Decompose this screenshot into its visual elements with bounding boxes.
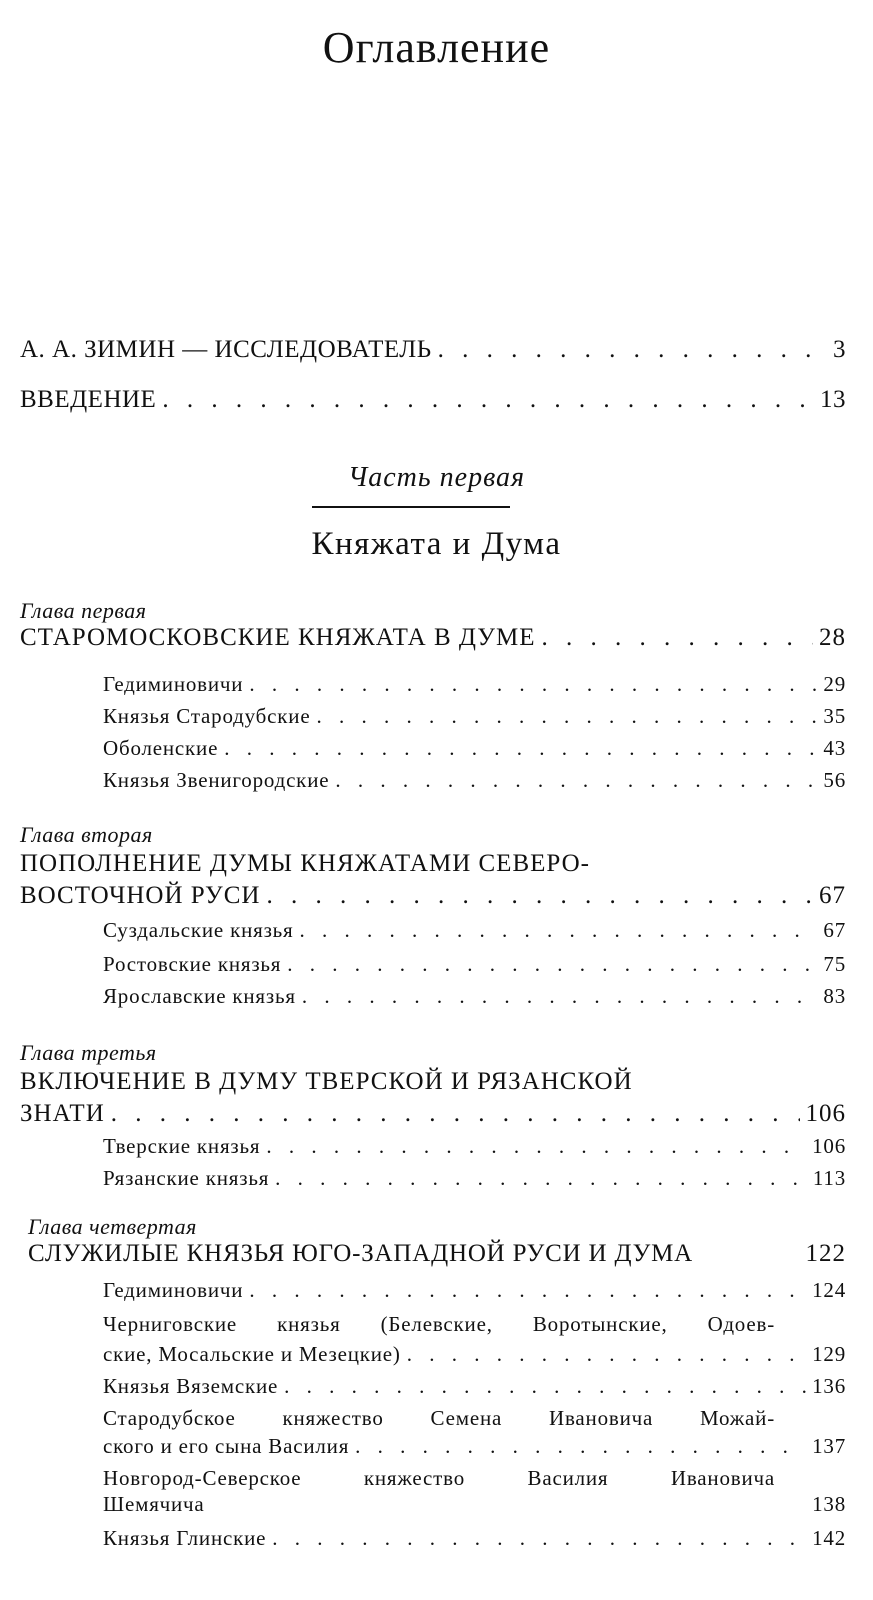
subsection-title: ского и его сына Василия <box>103 1434 350 1458</box>
toc-entry-text: А. А. ЗИМИН — ИССЛЕДОВАТЕЛЬ <box>20 336 432 363</box>
subsection-title: Шемячича <box>103 1492 205 1516</box>
dot-leader <box>275 1166 807 1191</box>
toc-entry-page: 13 <box>820 386 846 413</box>
toc-subsection[interactable] <box>103 1278 846 1303</box>
chapter-title-entry[interactable] <box>20 882 846 910</box>
subsection-page: 43 <box>823 736 846 760</box>
subsection-title: Ростовские князья <box>103 952 282 976</box>
chapter-page: 28 <box>819 624 846 651</box>
dot-leader <box>266 1134 806 1159</box>
subsection-page: 113 <box>812 1166 846 1190</box>
chapter-label: Глава третья <box>20 1040 157 1065</box>
subsection-title: Ярославские князья <box>103 984 296 1008</box>
subsection-page: 29 <box>823 672 846 696</box>
chapter-title-entry[interactable] <box>20 624 846 652</box>
toc-subsection[interactable] <box>103 1134 846 1159</box>
part-label: Часть первая <box>347 462 526 493</box>
subsection-page: 35 <box>823 704 846 728</box>
dot-leader <box>249 1278 806 1303</box>
subsection-page: 124 <box>812 1278 846 1302</box>
dot-leader <box>224 736 817 761</box>
chapter-title-entry[interactable] <box>28 1240 846 1268</box>
dot-leader <box>335 768 817 793</box>
subsection-page: 106 <box>812 1134 846 1158</box>
toc-subsection[interactable] <box>103 918 846 943</box>
toc-subsection[interactable] <box>103 1342 846 1367</box>
dot-leader <box>407 1342 806 1367</box>
subsection-title: Гедиминовичи <box>103 1278 244 1302</box>
dot-leader <box>541 624 813 652</box>
dot-leader <box>111 1100 800 1128</box>
dot-leader <box>287 952 817 977</box>
chapter-page: 106 <box>805 1100 846 1127</box>
dot-leader <box>249 672 817 697</box>
chapter-title-entry[interactable] <box>20 1100 846 1128</box>
subsection-title: Князья Стародубские <box>103 704 311 728</box>
subsection-title-line: Новгород-Северское княжество Василия Ивановича <box>103 1466 775 1490</box>
chapter-title: СТАРОМОСКОВСКИЕ КНЯЖАТА В ДУМЕ <box>20 624 536 651</box>
toc-entry-introduction[interactable] <box>20 386 846 414</box>
part-underline <box>312 506 510 508</box>
chapter-title: ПОПОЛНЕНИЕ ДУМЫ КНЯЖАТАМИ СЕВЕРО- <box>20 850 590 877</box>
toc-entry-text: ВВЕДЕНИЕ <box>20 386 157 413</box>
subsection-title-line: Стародубское княжество Семена Ивановича Можай- <box>103 1406 775 1430</box>
subsection-title: Оболенские <box>103 736 219 760</box>
subsection-page: 137 <box>812 1434 846 1458</box>
toc-entry-page: 3 <box>833 336 846 363</box>
subsection-title: ские, Мосальские и Мезецкие) <box>103 1342 401 1366</box>
subsection-page: 138 <box>812 1492 846 1516</box>
part-title: Княжата и Дума <box>311 526 562 562</box>
chapter-title: ВОСТОЧНОЙ РУСИ <box>20 882 261 909</box>
subsection-title: Суздальские князья <box>103 918 294 942</box>
toc-subsection[interactable] <box>103 1166 846 1191</box>
dot-leader <box>272 1526 806 1551</box>
subsection-page: 75 <box>823 952 846 976</box>
dot-leader <box>162 386 814 414</box>
toc-subsection[interactable] <box>103 768 846 793</box>
dot-leader <box>438 336 827 364</box>
toc-subsection[interactable] <box>103 1492 846 1517</box>
toc-entry-author[interactable] <box>20 336 846 364</box>
subsection-title: Гедиминовичи <box>103 672 244 696</box>
subsection-title: Князья Глинские <box>103 1526 267 1550</box>
subsection-title: Рязанские князья <box>103 1166 270 1190</box>
toc-subsection[interactable] <box>103 1434 846 1459</box>
chapter-title: ЗНАТИ <box>20 1100 105 1127</box>
dot-leader <box>300 918 818 943</box>
subsection-title-line: Черниговские князья (Белевские, Воротынские, Одоев- <box>103 1312 775 1336</box>
toc-subsection[interactable] <box>103 704 846 729</box>
subsection-page: 83 <box>823 984 846 1008</box>
toc-subsection[interactable] <box>103 1526 846 1551</box>
toc-subsection[interactable] <box>103 672 846 697</box>
chapter-label: Глава первая <box>20 598 147 623</box>
subsection-title: Князья Звенигородские <box>103 768 330 792</box>
page-title: Оглавление <box>322 23 551 72</box>
dot-leader <box>266 882 813 910</box>
subsection-page: 136 <box>812 1374 846 1398</box>
chapter-label: Глава четвертая <box>28 1214 197 1239</box>
subsection-title: Тверские князья <box>103 1134 261 1158</box>
dot-leader <box>302 984 818 1009</box>
chapter-page: 122 <box>805 1240 846 1267</box>
subsection-page: 142 <box>812 1526 846 1550</box>
dot-leader <box>355 1434 806 1459</box>
toc-subsection[interactable] <box>103 952 846 977</box>
toc-subsection[interactable] <box>103 984 846 1009</box>
subsection-title: Князья Вяземские <box>103 1374 279 1398</box>
toc-subsection[interactable] <box>103 736 846 761</box>
chapter-title: ВКЛЮЧЕНИЕ В ДУМУ ТВЕРСКОЙ И РЯЗАНСКОЙ <box>20 1068 633 1095</box>
subsection-page: 67 <box>823 918 846 942</box>
dot-leader <box>284 1374 806 1399</box>
subsection-page: 56 <box>823 768 846 792</box>
chapter-label: Глава вторая <box>20 822 153 847</box>
subsection-page: 129 <box>812 1342 846 1366</box>
chapter-title: СЛУЖИЛЫЕ КНЯЗЬЯ ЮГО-ЗАПАДНОЙ РУСИ И ДУМА <box>28 1240 693 1267</box>
toc-subsection[interactable] <box>103 1374 846 1399</box>
dot-leader <box>316 704 817 729</box>
chapter-page: 67 <box>819 882 846 909</box>
